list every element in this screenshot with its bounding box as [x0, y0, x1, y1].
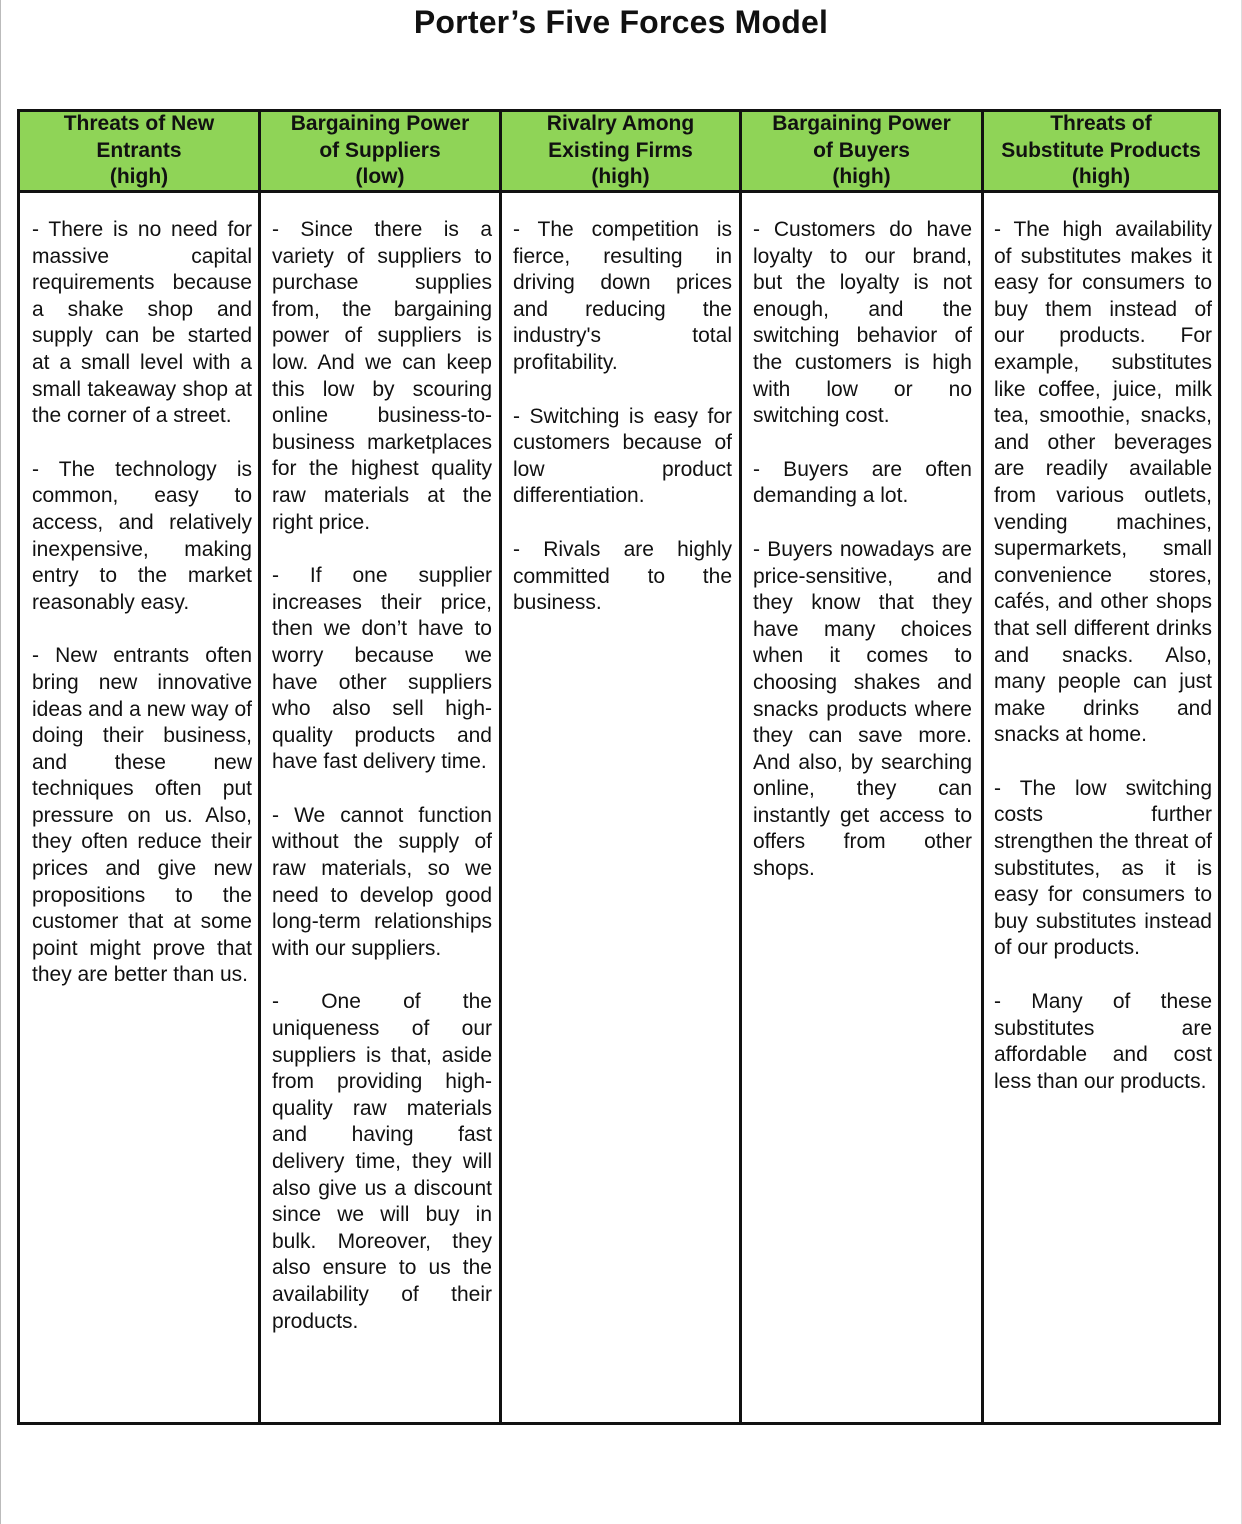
header-line: Entrants [96, 138, 182, 162]
bullet-point: - There is no need for massive capital requirements because a shake shop and supply can be started at a small level with a small takeaway shop at the corner of a street. [32, 218, 252, 428]
header-line: of Suppliers [319, 138, 441, 162]
header-rating: (high) [591, 165, 650, 189]
bullet-point: - Many of these substitutes are affordable and cost less than our products. [994, 990, 1212, 1093]
header-line: Existing Firms [548, 138, 693, 162]
bullet-point: - New entrants often bring new innovative ideas and a new way of doing their business, and these new techniques often put pressure on us. Also, they often reduce their prices and give new propositions to the customer that at some point might prove that they are better than us. [32, 644, 252, 987]
bullet-point: - Switching is easy for customers because of low product differentiation. [513, 404, 732, 508]
bullet-point: - One of the uniqueness of our suppliers is that, aside from providing high-quality raw materials and having fast delivery time, they will also give us a discount since we will buy in bulk. Moreover, they also ensure to us the availability of their products. [272, 990, 492, 1333]
bullet-point: - The technology is common, easy to access, and relatively inexpensive, making entry to the market reasonably easy. [32, 457, 252, 614]
bullet-point: - The high availability of substitutes makes it easy for consumers to buy them instead of our products. For example, substitutes like coffee, juice, milk tea, smoothie, snacks, and other beverages are readily available from various outlets, vending machines, supermarkets, small convenience stores, cafés, and other shops that sell different drinks and snacks. Also, many people can just make drinks and snacks at home. [994, 218, 1212, 747]
header-line: of Buyers [813, 138, 910, 162]
column-suppliers [261, 112, 499, 1422]
header-line: Bargaining Power [772, 112, 951, 136]
header-rating: (low) [355, 165, 405, 189]
header-line: Bargaining Power [290, 112, 470, 136]
column-buyers [742, 112, 981, 1422]
cell-new-entrants [32, 217, 252, 1016]
header-rating: (high) [832, 165, 891, 189]
header-line: Threats of [1050, 112, 1152, 136]
header-rivalry [502, 112, 739, 190]
header-suppliers [261, 112, 499, 190]
header-rating: (high) [1071, 165, 1131, 189]
bullet-point: - Rivals are highly committed to the business. [513, 537, 732, 615]
column-substitutes [984, 112, 1218, 1422]
bullet-point: - The competition is fierce, resulting in driving down prices and reducing the industry's total profitability. [513, 218, 732, 374]
header-rating: (high) [109, 165, 169, 189]
five-forces-table [17, 109, 1221, 1425]
header-new-entrants [20, 112, 258, 190]
header-substitutes [984, 112, 1218, 190]
cell-rivalry [513, 217, 732, 644]
page-title: Porter’s Five Forces Model [413, 4, 829, 40]
cell-substitutes [994, 217, 1212, 1122]
bullet-point: - Since there is a variety of suppliers to purchase supplies from, the bargaining power of suppliers is low. And we can keep this low by scouring online business-to-business marketplaces for the highest quality raw materials at the right price. [272, 218, 492, 534]
column-new-entrants [20, 112, 258, 1422]
bullet-point: - Customers do have loyalty to our brand, but the loyalty is not enough, and the switching behavior of the customers is high with low or no switching cost. [753, 218, 972, 428]
bullet-point: - The low switching costs further strengthen the threat of substitutes, as it is easy for consumers to buy substitutes instead of our products. [994, 776, 1212, 960]
cell-buyers [753, 217, 972, 910]
header-line: Threats of New [63, 112, 215, 136]
bullet-point: - Buyers are often demanding a lot. [753, 457, 972, 508]
bullet-point: - If one supplier increases their price, then we don’t have to worry because we have other suppliers who also sell high-quality products and have fast delivery time. [272, 564, 492, 774]
bullet-point: - Buyers nowadays are price-sensitive, and they know that they have many choices when it comes to choosing shakes and snacks products where they can save more. And also, by searching online, they can instantly get access to offers from other shops. [753, 537, 972, 881]
column-rivalry [502, 112, 739, 1422]
header-buyers [742, 112, 981, 190]
bullet-point: - We cannot function without the supply of raw materials, so we need to develop good long-term relationships with our suppliers. [272, 803, 492, 960]
header-line: Substitute Products [1001, 138, 1201, 162]
page-edge-left [0, 0, 1, 1524]
cell-suppliers [272, 217, 492, 1362]
header-line: Rivalry Among [546, 112, 695, 136]
